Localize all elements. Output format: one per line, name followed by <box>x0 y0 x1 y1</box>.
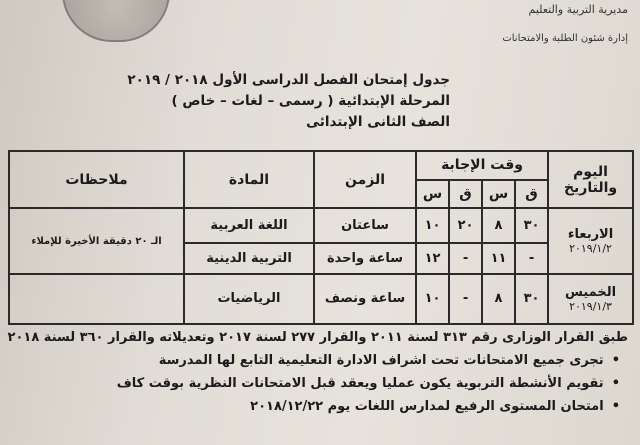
table-cell: ٢٠ <box>449 208 482 243</box>
department-header: إدارة شئون الطلبة والامتحانات <box>502 33 628 44</box>
header-notes: ملاحظات <box>9 151 184 208</box>
directorate-header: مديرية التربية والتعليم <box>528 3 628 16</box>
note-item: • تقويم الأنشطة التربوية يكون عمليا ويعقد قبل الامتحانات النظرية بوقت كاف <box>3 372 628 395</box>
grade-title: الصف الثانى الإبتدائى <box>306 114 450 130</box>
day-name: الاربعاء <box>567 227 614 243</box>
header-duration: الزمن <box>314 151 416 208</box>
table-cell: ١١ <box>482 243 515 274</box>
day-date: ٢٠١٩/١/٣ <box>569 299 612 313</box>
table-cell: ١٠ <box>416 208 449 243</box>
day-name: الخميس <box>564 284 617 300</box>
table-cell: - <box>515 243 548 274</box>
subheader-hours-1: س <box>482 180 515 209</box>
exam-title: جدول إمتحان الفصل الدراسى الأول ٢٠١٨ / ٢٠١٩ <box>127 72 450 88</box>
table-cell-day <box>548 208 633 274</box>
table-cell-subject: اللغة العربية <box>184 208 314 243</box>
exam-schedule-table <box>8 150 634 325</box>
subheader-minutes-1: ق <box>515 180 548 209</box>
table-cell-subject: التربية الدينية <box>184 243 314 274</box>
subheader-minutes-2: ق <box>449 180 482 209</box>
table-cell-note <box>9 274 184 324</box>
stage-title: المرحلة الإبتدائية ( رسمى – لغات – خاص ) <box>171 93 450 109</box>
table-cell: ٨ <box>482 208 515 243</box>
table-cell: ٨ <box>482 274 515 324</box>
table-cell-duration: ساعة ونصف <box>314 274 416 324</box>
table-cell-subject: الرياضيات <box>184 274 314 324</box>
table-cell-note: الـ ٢٠ دقيقة الأخيرة للإملاء <box>9 208 184 274</box>
header-subject: المادة <box>184 151 314 208</box>
table-cell-duration: ساعتان <box>314 208 416 243</box>
header-day: اليوم والتاريخ <box>548 151 633 208</box>
note-item: • امتحان المستوى الرفيع لمدارس اللغات يوم ٢٠١٨/١٢/٢٢ <box>3 395 628 418</box>
table-cell: - <box>449 243 482 274</box>
ministry-logo <box>62 0 170 42</box>
header-answer-time: وقت الإجابة <box>416 151 548 180</box>
decree-line: طبق القرار الوزارى رقم ٣١٣ لسنة ٢٠١١ والقرار ٢٧٧ لسنة ٢٠١٧ وتعديلاته والقرار ٣٦٠ لسنة ٢٠١٨ <box>7 330 628 345</box>
document-titles <box>127 70 450 133</box>
table-cell-day <box>548 274 633 324</box>
table-cell: ٣٠ <box>515 208 548 243</box>
day-date: ٢٠١٩/١/٢ <box>569 242 612 256</box>
note-item: • تجرى جميع الامتحانات تحت اشراف الادارة التعليمية التابع لها المدرسة <box>3 349 628 372</box>
table-cell: - <box>449 274 482 324</box>
table-cell-duration: ساعة واحدة <box>314 243 416 274</box>
notes-section <box>3 326 628 418</box>
table-cell: ١٠ <box>416 274 449 324</box>
table-cell: ١٢ <box>416 243 449 274</box>
table-cell: ٣٠ <box>515 274 548 324</box>
subheader-hours-2: س <box>416 180 449 209</box>
